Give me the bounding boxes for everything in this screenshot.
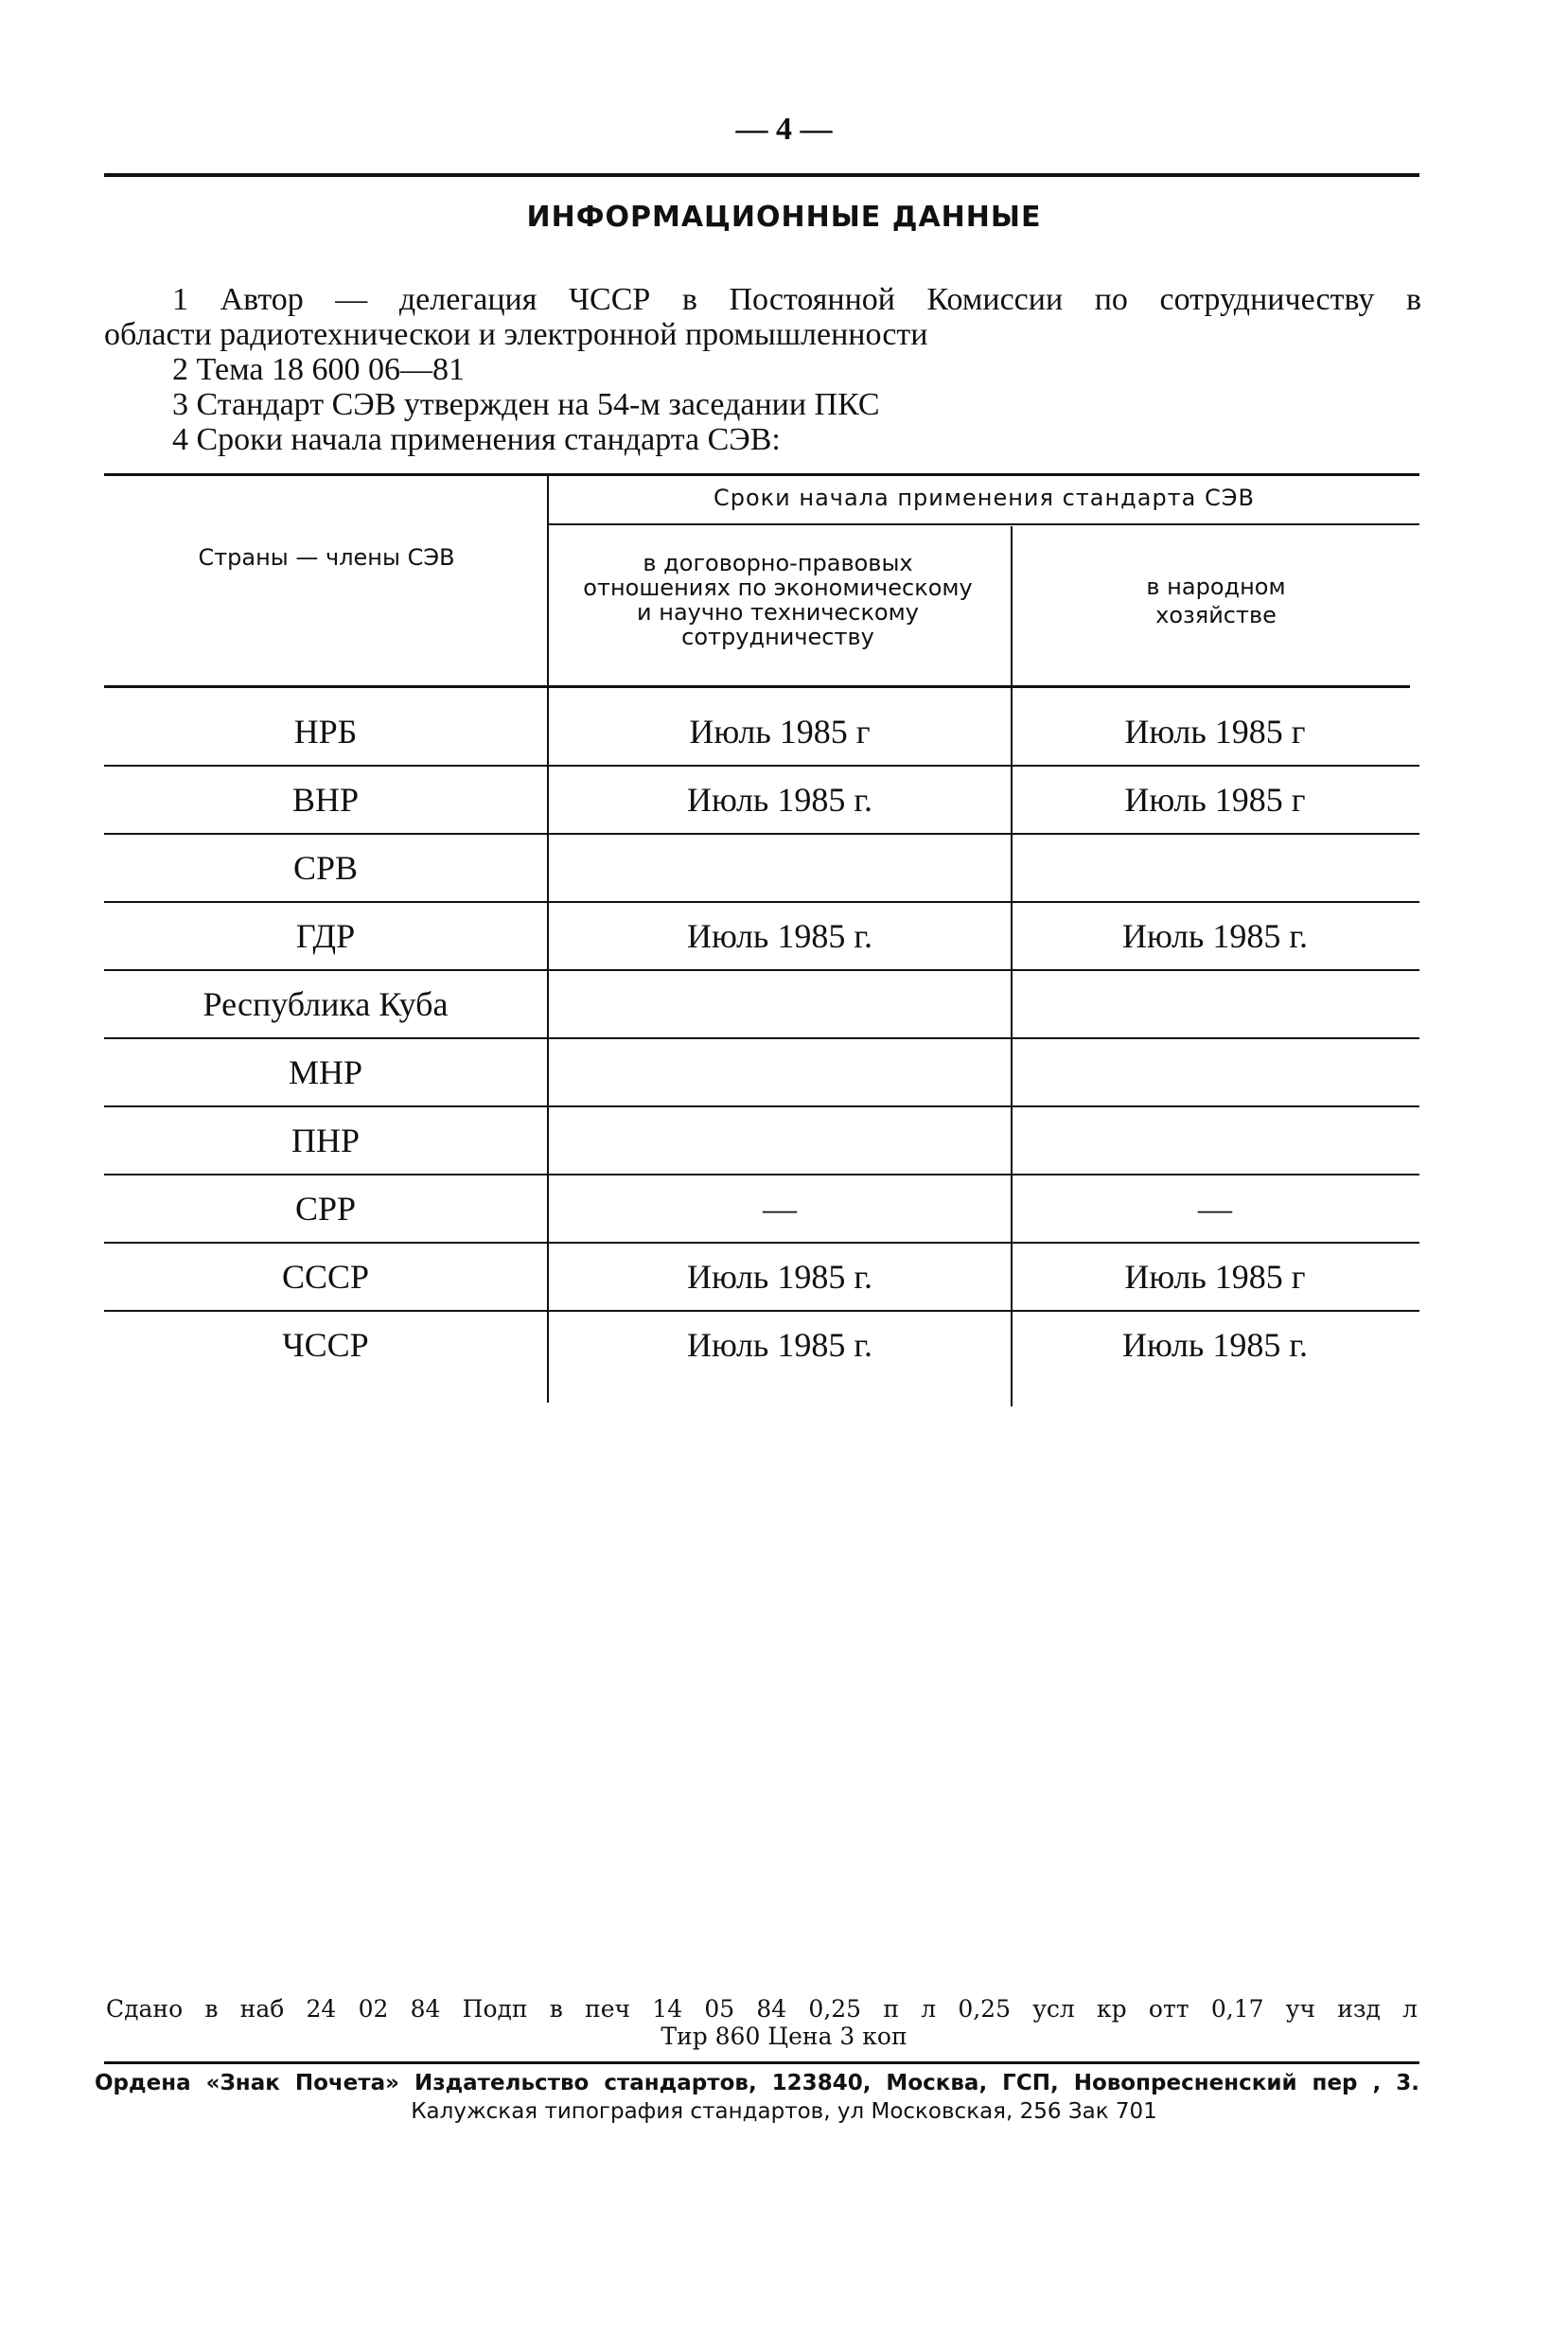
cell-country: ГДР <box>295 917 356 955</box>
cell-economy: Июль 1985 г. <box>1121 1326 1309 1364</box>
row-separator <box>104 969 1419 971</box>
cell-country: СРВ <box>292 849 359 887</box>
item-3: 3 Стандарт СЭВ утвержден на 54-м заседании ПКС <box>172 387 880 422</box>
section-title: ИНФОРМАЦИОННЫЕ ДАННЫЕ <box>526 201 1042 234</box>
imprint-rule <box>104 2061 1419 2064</box>
top-rule <box>104 173 1419 177</box>
cell-country: ЧССР <box>282 1326 369 1364</box>
row-separator <box>104 1105 1419 1107</box>
row-separator <box>104 1037 1419 1039</box>
item-4: 4 Сроки начала применения стандарта СЭВ: <box>172 422 781 457</box>
cell-contract: Июль 1985 г. <box>686 1258 873 1296</box>
item-1-line2: области радиотехническои и электронной промышленности <box>104 317 928 352</box>
row-separator <box>104 1242 1419 1244</box>
header-contract: в договорно-правовых отношениях по экономическому и научно техническому сотрудничеству <box>583 550 973 650</box>
cell-economy: Июль 1985 г <box>1124 1258 1306 1296</box>
cell-country: ВНР <box>291 781 360 819</box>
cell-contract: — <box>763 1190 797 1228</box>
header-country: Страны — члены СЭВ <box>198 544 455 571</box>
cell-contract: Июль 1985 г <box>689 713 871 751</box>
row-separator <box>104 1310 1419 1312</box>
row-separator <box>104 1174 1419 1175</box>
cell-contract: Июль 1985 г. <box>686 1326 873 1364</box>
cell-economy: — <box>1198 1190 1232 1228</box>
cell-economy: Июль 1985 г. <box>1121 917 1309 955</box>
row-separator <box>104 901 1419 903</box>
header-group-rule <box>549 523 1419 525</box>
row-separator <box>104 765 1419 767</box>
cell-contract: Июль 1985 г. <box>686 781 873 819</box>
header-bottom-rule <box>104 685 1410 688</box>
imprint-line3: Ордена «Знак Почета» Издательство стандартов, 123840, Москва, ГСП, Новопресненский пер , 3. <box>95 2071 1419 2095</box>
cell-economy: Июль 1985 г <box>1124 781 1306 819</box>
imprint-line1: Сдано в наб 24 02 84 Подп в печ 14 05 84 0,25 п л 0,25 усл кр отт 0,17 уч изд л <box>106 1995 1418 2023</box>
page-number: — 4 — <box>735 112 833 147</box>
cell-country: НРБ <box>293 713 358 751</box>
cell-country: МНР <box>288 1053 363 1091</box>
header-group: Сроки начала применения стандарта СЭВ <box>714 485 1255 511</box>
cell-country: Республика Куба <box>203 985 449 1023</box>
cell-country: СРР <box>294 1190 357 1228</box>
header-economy: в народном хозяйстве <box>1146 574 1286 628</box>
cell-country: ПНР <box>291 1122 361 1159</box>
row-separator <box>104 833 1419 835</box>
item-2: 2 Тема 18 600 06—81 <box>172 352 465 387</box>
cell-economy: Июль 1985 г <box>1124 713 1306 751</box>
imprint-line2: Тир 860 Цена 3 коп <box>661 2023 907 2050</box>
item-1-line1: 1 Автор — делегация ЧССР в Постоянной Комиссии по сотрудничеству в <box>172 282 1421 317</box>
cell-country: СССР <box>281 1258 370 1296</box>
cell-contract: Июль 1985 г. <box>686 917 873 955</box>
imprint-line4: Калужская типография стандартов, ул Московская, 256 Зак 701 <box>411 2099 1157 2124</box>
table-top-rule <box>104 473 1419 476</box>
